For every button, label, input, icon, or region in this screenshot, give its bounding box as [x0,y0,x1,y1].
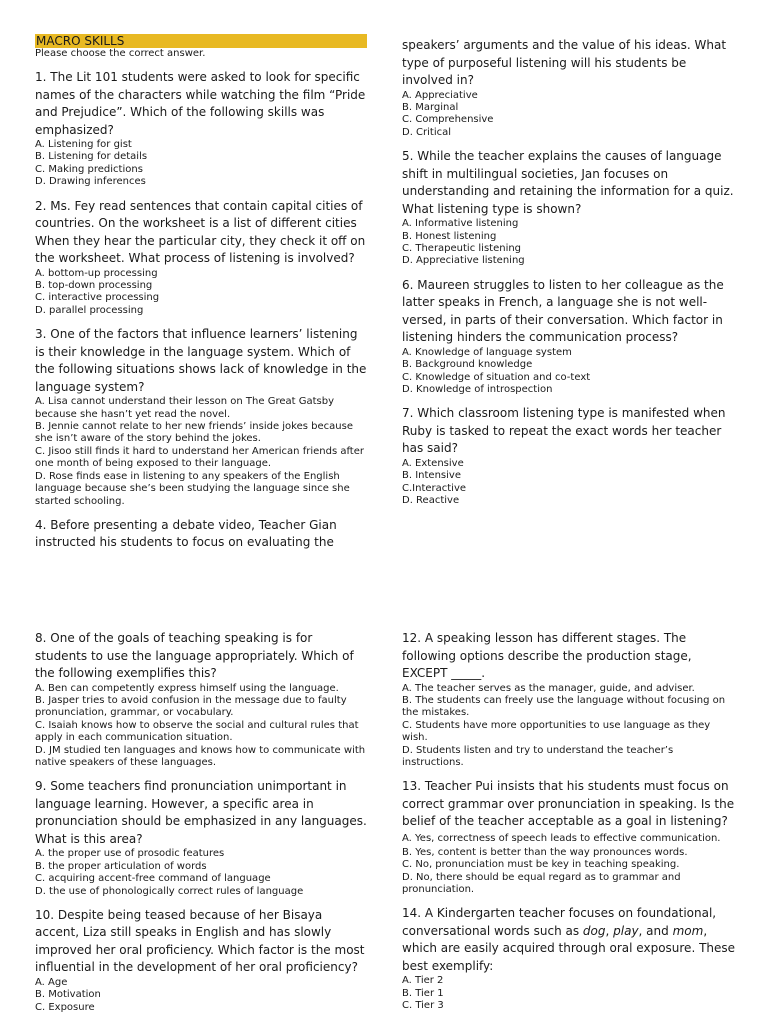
options-list [402,831,736,897]
section-title: MACRO SKILLS [35,34,367,48]
options-list [402,458,736,508]
question-text: 8. One of the goals of teaching speaking is for students to use the language appropriately. Which of the following exemplifies this? [35,631,354,680]
column-bottom-right [402,630,736,1022]
option-d[interactable]: D. parallel processing [35,304,144,316]
question-4-continued [402,37,736,139]
option-c[interactable]: C. Knowledge of situation and co-text [402,371,591,383]
question-text-part: 14. A Kindergarten teacher focuses on foundational, conversational words such as [402,906,717,938]
question-text: 2. Ms. Fey read sentences that contain capital cities of countries. On the worksheet is a list of different cities When they hear the particular city, they check it off on the worksheet. What process of listening is involved? [35,198,366,266]
options-list [35,683,367,770]
option-a[interactable]: A. bottom-up processing [35,267,158,279]
option-b[interactable]: B. top-down processing [35,280,153,292]
instruction-text: Please choose the correct answer. [35,48,206,59]
question-13 [402,778,736,896]
question-6 [402,277,736,397]
options-list [35,396,367,508]
question-7 [402,405,736,507]
question-text: 13. Teacher Pui insists that his students must focus on correct grammar over pronunciation in speaking. Is the belief of the teacher acceptable as a goal in listening? [402,779,735,829]
question-5 [402,148,736,268]
question-1 [35,69,367,189]
question-14 [402,905,736,1012]
option-a[interactable]: A. Age [35,976,68,988]
question-text: 4. Before presenting a debate video, Teacher Gian instructed his students to focus on evaluating the [35,517,337,550]
question-2 [35,198,367,318]
option-d[interactable]: D. the use of phonologically correct rules of language [35,885,304,897]
option-d[interactable]: D. Students listen and try to understand the teacher’s instructions. [402,744,674,768]
question-text: 10. Despite being teased because of her Bisaya accent, Liza still speaks in English and has slowly improved her oral proficiency. Which factor is the most influential in the development of her oral proficiency? [35,907,365,975]
column-top-right [402,37,736,517]
options-list [35,977,367,1014]
option-b[interactable]: B. Motivation [35,989,101,1001]
option-c[interactable]: C. Exposure [35,1001,95,1013]
option-d[interactable]: D. Appreciative listening [402,255,525,267]
option-b[interactable]: B. Listening for details [35,151,148,163]
options-list [402,683,736,770]
option-a[interactable]: A. Lisa cannot understand their lesson on The Great Gatsby because she hasn’t yet read the novel. [35,396,334,420]
option-a[interactable]: A. Ben can competently express himself using the language. [35,682,339,694]
option-a[interactable]: A. The teacher serves as the manager, guide, and adviser. [402,682,695,694]
option-d[interactable]: D. Rose finds ease in listening to any speakers of the English language because she’s been studying the language since she started schooling. [35,470,350,507]
option-c[interactable]: C. No, pronunciation must be key in teaching speaking. [402,859,680,871]
column-top-left [35,34,367,561]
question-10 [35,907,367,1014]
option-d[interactable]: D. No, there should be equal regard as to grammar and pronunciation. [402,871,681,896]
question-4 [35,517,367,552]
option-c[interactable]: C.Interactive [402,482,467,494]
option-a[interactable]: A. the proper use of prosodic features [35,848,225,860]
question-12 [402,630,736,769]
option-a[interactable]: A. Informative listening [402,218,519,230]
option-c[interactable]: C. Jisoo still finds it hard to understand her American friends after one month of being exposed to their language. [35,445,364,470]
options-list [35,848,367,898]
options-list [402,90,736,140]
question-text: 9. Some teachers find pronunciation unimportant in language learning. However, a specific area in pronunciation should be emphasized in any languages. What is this area? [35,779,367,846]
question-3 [35,326,367,508]
question-text [402,905,736,975]
options-list [35,268,367,318]
option-b[interactable]: B. Honest listening [402,230,497,242]
option-b[interactable]: B. Jennie cannot relate to her new friends’ inside jokes because she isn’t aware of the story behind the jokes. [35,421,353,445]
option-c[interactable]: C. Comprehensive [402,114,494,126]
option-c[interactable]: C. Students have more opportunities to use language as they wish. [402,719,711,744]
option-c[interactable]: C. Making predictions [35,163,143,175]
question-9 [35,778,367,898]
option-b[interactable]: B. Intensive [402,470,461,482]
option-b[interactable]: B. Background knowledge [402,359,533,371]
option-c[interactable]: C. Isaiah knows how to observe the social and cultural rules that apply in each communication situation. [35,719,359,744]
options-list [402,347,736,397]
option-d[interactable]: D. Drawing inferences [35,176,146,188]
option-b[interactable]: B. Jasper tries to avoid confusion in the message due to faulty pronunciation, grammar, or vocabulary. [35,694,347,719]
option-c[interactable]: C. interactive processing [35,292,160,304]
example-word-dog: dog [582,923,606,938]
options-list [402,218,736,268]
question-text: 6. Maureen struggles to listen to her colleague as the latter speaks in French, a language she is not well-versed, in parts of their conversation. Which factor in listening hinders the communication process? [402,277,724,345]
example-word-mom: mom [672,923,704,938]
option-d[interactable]: D. JM studied ten languages and knows how to communicate with native speakers of these languages. [35,744,366,768]
option-d[interactable]: D. Knowledge of introspection [402,383,553,395]
option-a[interactable]: A. Appreciative [402,89,478,101]
column-bottom-left [35,630,367,1023]
option-c[interactable]: C. acquiring accent-free command of language [35,873,271,885]
option-b[interactable]: B. Marginal [402,101,459,113]
question-text: 7. Which classroom listening type is manifested when Ruby is tasked to repeat the exact words her teacher has said? [402,406,726,456]
option-a[interactable]: A. Listening for gist [35,139,132,150]
option-b[interactable]: B. Yes, content is better than the way pronounces words. [402,846,688,858]
question-text: 1. The Lit 101 students were asked to look for specific names of the characters while watching the film “Pride and Prejudice”. Which of the following skills was emphasized? [35,70,366,137]
options-list [35,139,367,189]
option-d[interactable]: D. Critical [402,126,452,138]
question-text-part: , which are easily acquired through oral exposure. These best exemplify: [402,923,736,973]
question-text-continued: speakers’ arguments and the value of his ideas. What type of purposeful listening will his students be involved in? [402,38,727,87]
question-text-part: , [605,923,614,938]
option-a[interactable]: A. Tier 2 [402,975,444,987]
option-b[interactable]: B. Tier 1 [402,987,444,999]
option-b[interactable]: B. the proper articulation of words [35,860,207,872]
option-a[interactable]: A. Yes, correctness of speech leads to effective communication. [402,832,721,844]
option-a[interactable]: A. Extensive [402,457,464,469]
option-b[interactable]: B. The students can freely use the language without focusing on the mistakes. [402,694,726,719]
option-c[interactable]: C. Tier 3 [402,1000,444,1012]
option-d[interactable]: D. Reactive [402,495,460,507]
option-a[interactable]: A. Knowledge of language system [402,346,572,358]
question-text-part: , and [638,923,673,938]
options-list [402,975,736,1012]
question-text: 5. While the teacher explains the causes of language shift in multilingual societies, Jan focuses on understanding and retaining the information for a quiz. What listening type is shown? [402,149,734,216]
question-text: 12. A speaking lesson has different stages. The following options describe the production stage, EXCEPT _____. [402,631,692,680]
question-8 [35,630,367,769]
example-word-play: play [613,923,639,938]
option-c[interactable]: C. Therapeutic listening [402,242,522,254]
question-text: 3. One of the factors that influence learners’ listening is their knowledge in the language system. Which of the following situations shows lack of knowledge in the language system? [35,327,367,394]
